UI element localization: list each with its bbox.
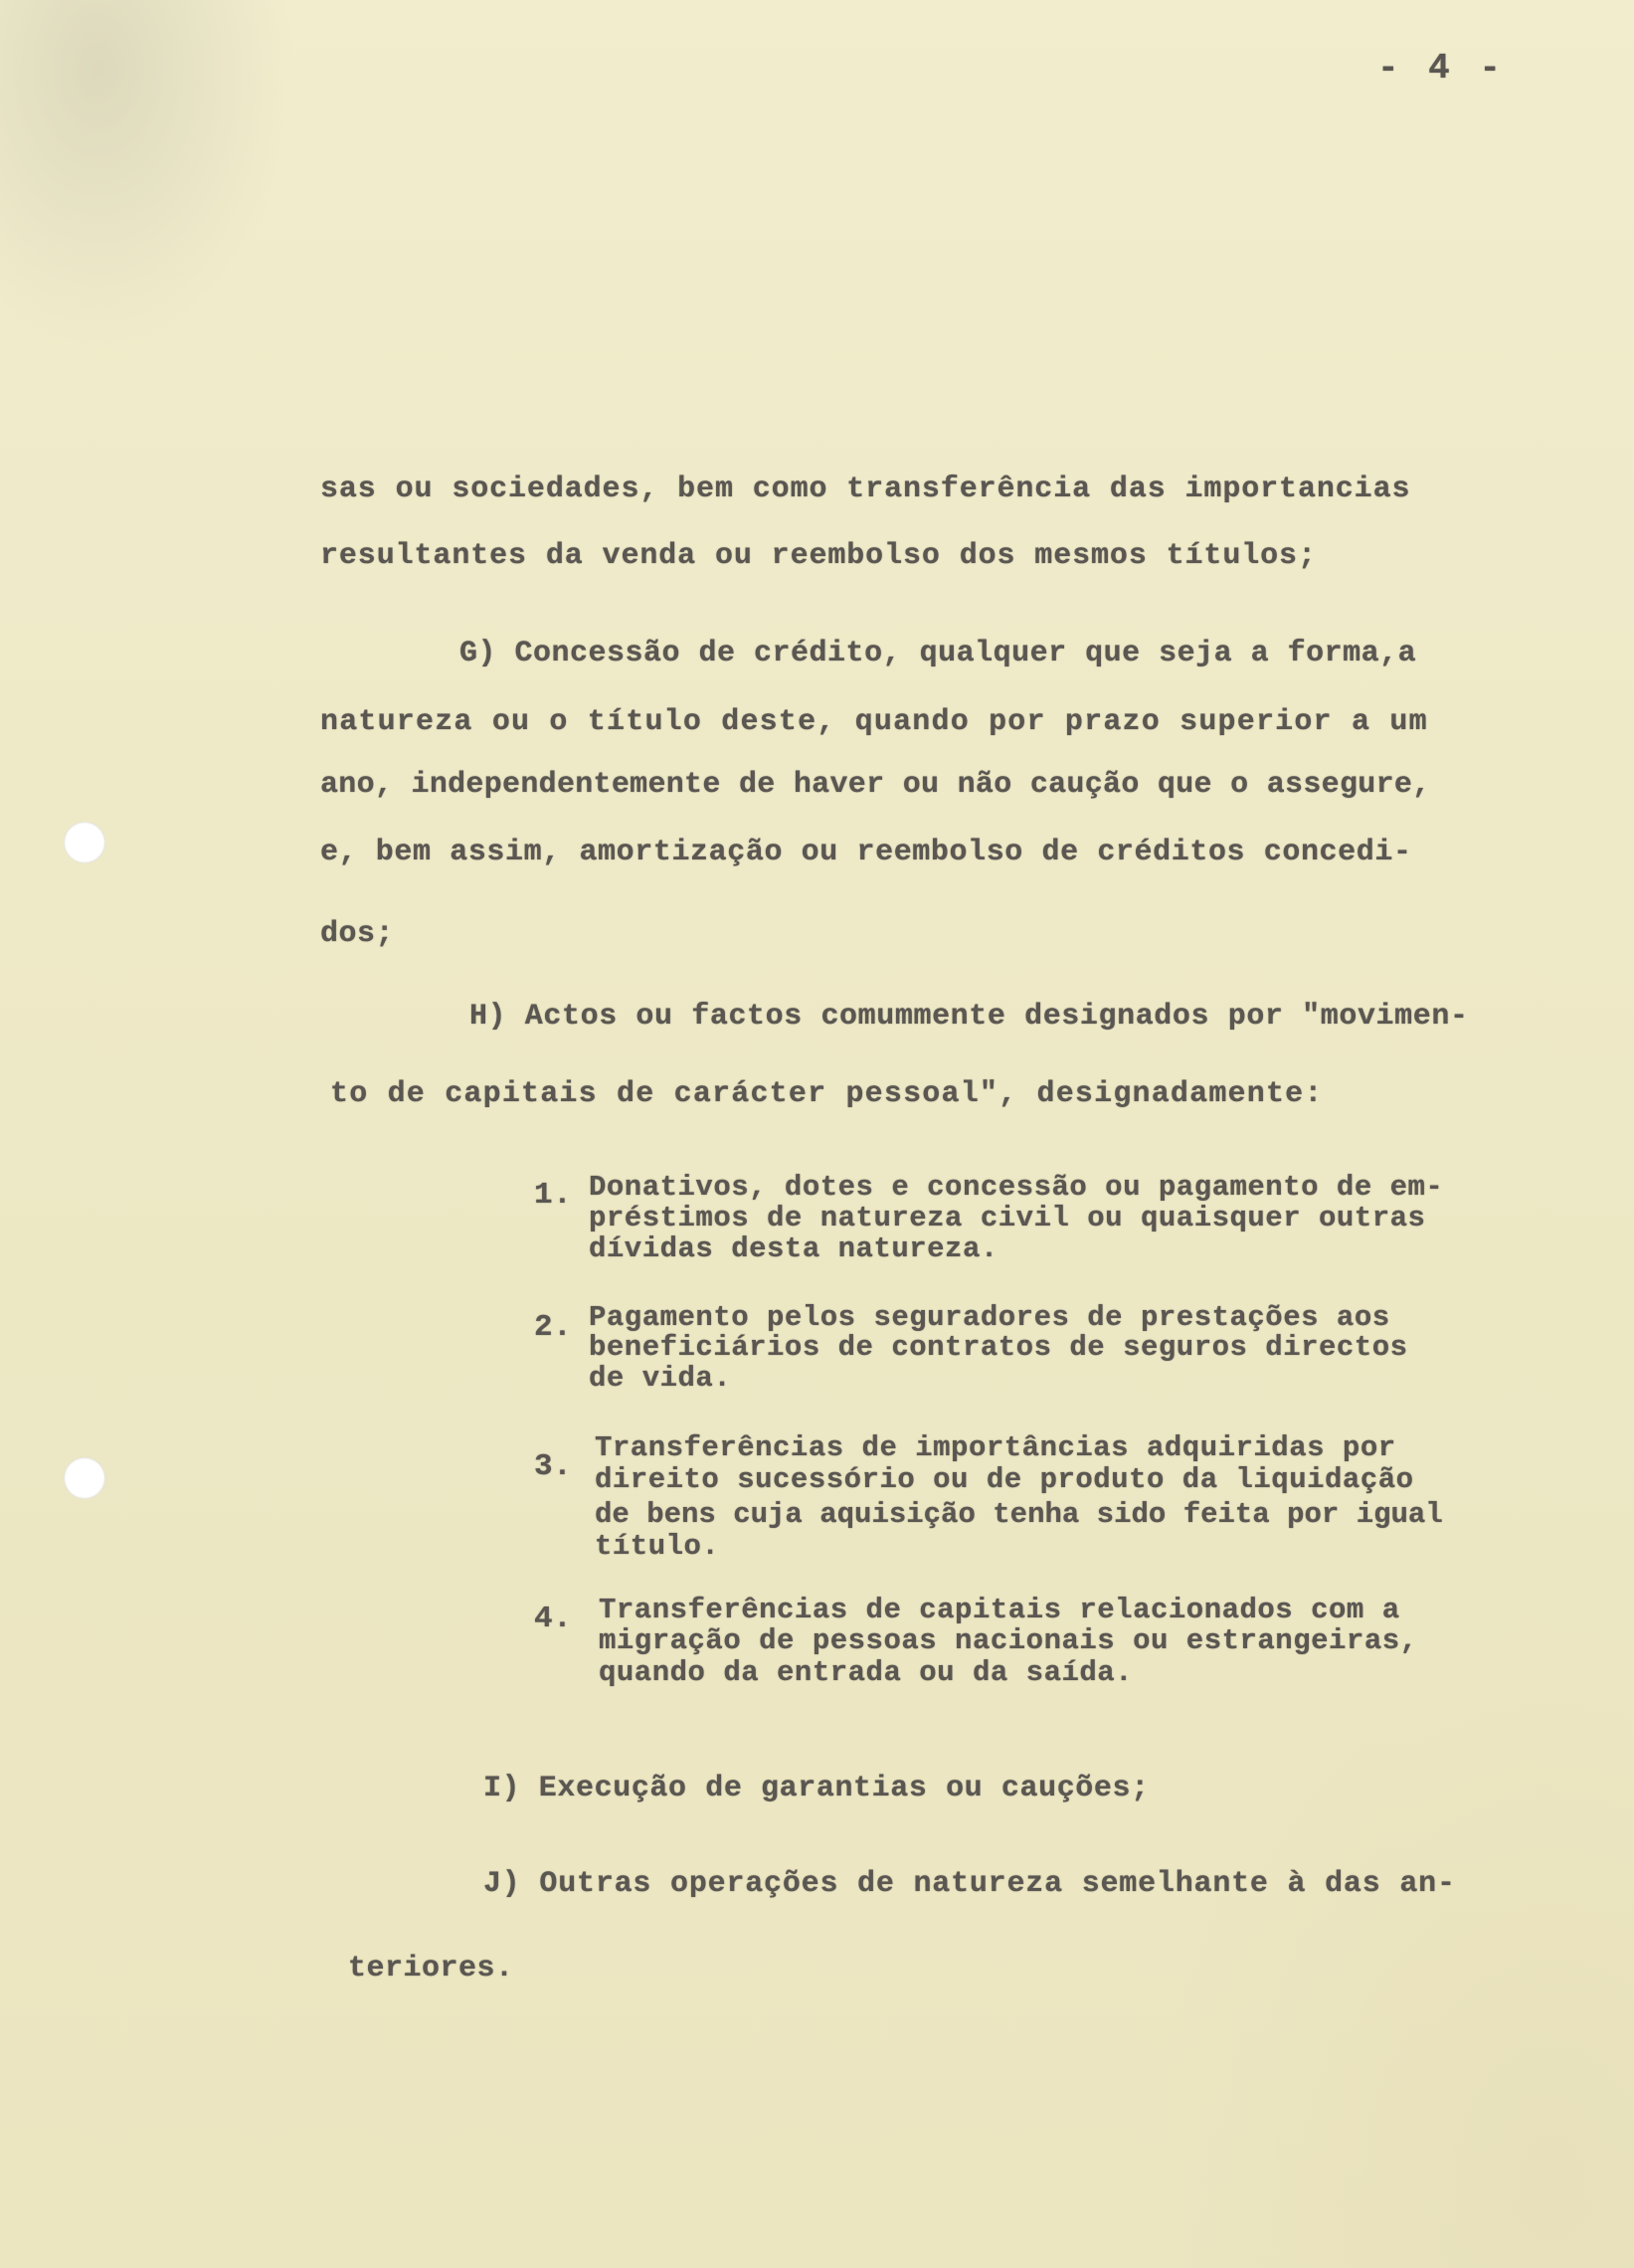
- list-item-number: 2.: [534, 1310, 573, 1345]
- list-item-line: Pagamento pelos seguradores de prestações aos: [589, 1301, 1390, 1334]
- section-j-line-2: teriores.: [348, 1952, 514, 1985]
- section-h-line-1: H) Actos ou factos comummente designados por "movimen-: [469, 1000, 1469, 1034]
- list-item-line: Donativos, dotes e concessão ou pagamento de em-: [589, 1171, 1444, 1204]
- section-g-line-5: dos;: [320, 917, 395, 951]
- page-number: - 4 -: [1376, 48, 1505, 89]
- list-item-number: 4.: [534, 1602, 573, 1636]
- intro-line-2: resultantes da venda ou reembolso dos mesmos títulos;: [320, 539, 1317, 573]
- section-g-line-2: natureza ou o título deste, quando por prazo superior a um: [320, 705, 1428, 739]
- list-item-line: de vida.: [589, 1362, 732, 1395]
- list-item-line: dívidas desta natureza.: [589, 1232, 999, 1265]
- intro-line-1: sas ou sociedades, bem como transferência das importancias: [320, 472, 1411, 506]
- list-item-number: 3.: [534, 1449, 573, 1484]
- section-g-line-1: G) Concessão de crédito, qualquer que seja a forma,a: [459, 637, 1417, 670]
- section-g-line-4: e, bem assim, amortização ou reembolso de créditos concedi-: [320, 836, 1412, 869]
- list-item-line: beneficiários de contratos de seguros directos: [589, 1331, 1408, 1364]
- punch-hole-bottom: [64, 1457, 105, 1499]
- punch-hole-top: [64, 822, 105, 863]
- section-j-line-1: J) Outras operações de natureza semelhante à das an-: [483, 1867, 1456, 1901]
- section-i-line-1: I) Execução de garantias ou cauções;: [483, 1772, 1150, 1805]
- list-item-line: Transferências de capitais relacionados com a: [599, 1594, 1400, 1626]
- section-g-line-3: ano, independentemente de haver ou não caução que o assegure,: [320, 768, 1431, 802]
- list-item-line: Transferências de importâncias adquiridas por: [595, 1431, 1396, 1464]
- list-item-line: direito sucessório ou de produto da liquidação: [595, 1463, 1414, 1496]
- list-item-line: migração de pessoas nacionais ou estrangeiras,: [599, 1624, 1418, 1657]
- list-item-line: título.: [595, 1530, 720, 1563]
- list-item-line: de bens cuja aquisição tenha sido feita por igual: [595, 1498, 1443, 1531]
- list-item-line: quando da entrada ou da saída.: [599, 1656, 1134, 1689]
- section-h-line-2: to de capitais de carácter pessoal", designadamente:: [330, 1077, 1324, 1111]
- list-item-line: préstimos de natureza civil ou quaisquer outras: [589, 1202, 1426, 1234]
- list-item-number: 1.: [534, 1178, 573, 1213]
